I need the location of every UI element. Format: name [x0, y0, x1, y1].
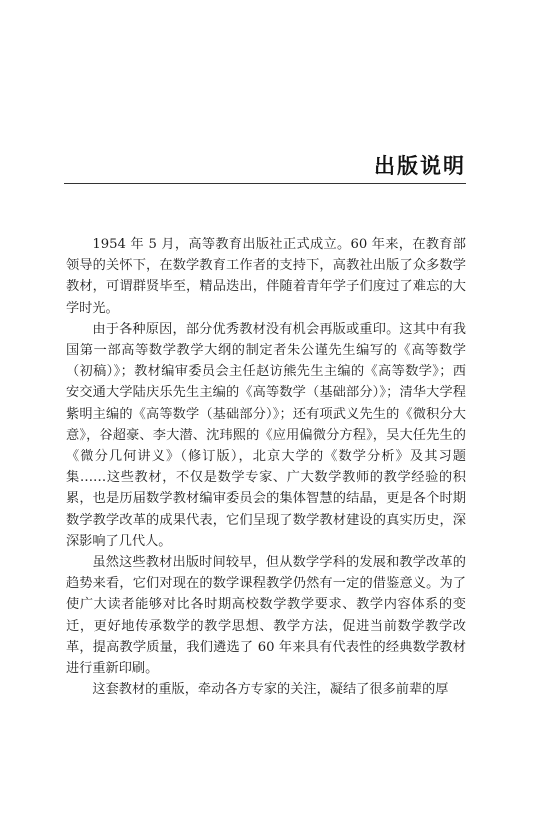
section-heading: 出版说明: [374, 154, 466, 178]
heading-rule: [64, 183, 466, 184]
paragraph-4: 这套教材的重版，牵动各方专家的关注，凝结了很多前辈的厚: [92, 682, 449, 698]
body-text: [66, 234, 466, 700]
paragraph-1: 1954 年 5 月，高等教育出版社正式成立。60 年来，在教育部领导的关怀下，在数学教育工作者的支持下，高教社出版了众多数学教材，可谓群贤毕至，精品迭出，伴随着青年学子们度过了难忘的大学时光。: [66, 237, 466, 316]
paragraph-3: 虽然这些教材出版时间较早，但从数学学科的发展和教学改革的趋势来看，它们对现在的数学课程教学仍然有一定的借鉴意义。为了使广大读者能够对比各时期高校数学教学要求、教学内容体系的变迁，更好地传承数学的教学思想、教学方法，促进当前数学教学改革，提高教学质量，我们遴选了 60 年来具有代表性的经典数学教材进行重新印刷。: [66, 555, 466, 677]
paragraph-2: 由于各种原因，部分优秀教材没有机会再版或重印。这其中有我国第一部高等数学教学大纲的制定者朱公谨先生编写的《高等数学（初稿）》；教材编审委员会主任赵访熊先生主编的《高等数学》；西安交通大学陆庆乐先生主编的《高等数学（基础部分）》；清华大学程紫明主编的《高等数学（基础部分）》；还有项武义先生的《微积分大意》，谷超豪、李大潜、沈玮熙的《应用偏微分方程》，吴大任先生的《微分几何讲义》（修订版），北京大学的《数学分析》及其习题集……这些教材，不仅是数学专家、广大数学教师的教学经验的积累，也是历届数学教材编审委员会的集体智慧的结晶，更是各个时期数学教学改革的成果代表，它们呈现了数学教材建设的真实历史，深深影响了几代人。: [66, 321, 466, 549]
